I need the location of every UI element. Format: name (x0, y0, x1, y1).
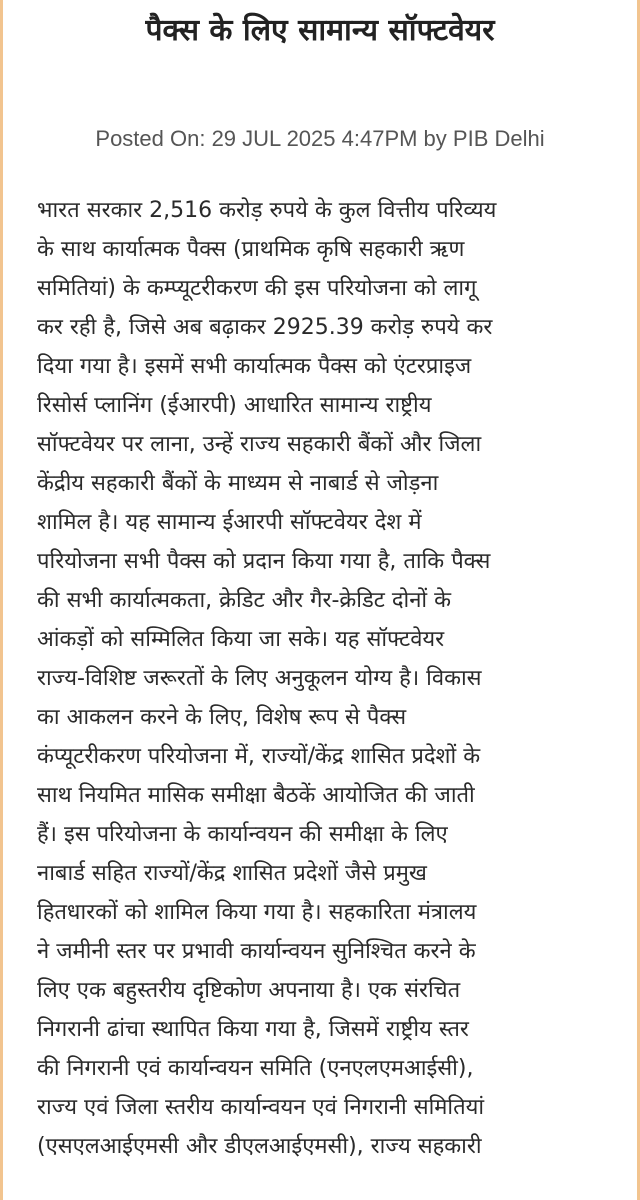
page-title: पैक्स के लिए सामान्य सॉफ्टवेयर (145, 13, 495, 48)
body-line: परियोजना सभी पैक्स को प्रदान किया गया है, ताकि पैक्स (37, 549, 491, 574)
body-line: लिए एक बहुस्तरीय दृष्टिकोण अपनाया है। एक संरचित (37, 978, 461, 1003)
body-line: राज्य एवं जिला स्तरीय कार्यान्वयन एवं निगरानी समितियां (37, 1095, 485, 1120)
body-line: नाबार्ड सहित राज्यों/केंद्र शासित प्रदेशों जैसे प्रमुख (37, 861, 427, 886)
body-line: कंप्यूटरीकरण परियोजना में, राज्यों/केंद्र शासित प्रदेशों के (37, 744, 481, 769)
body-line: की सभी कार्यात्मकता, क्रेडिट और गैर-क्रेडिट दोनों के (37, 588, 452, 613)
body-line: के साथ कार्यात्मक पैक्स (प्राथमिक कृषि सहकारी ऋण (37, 237, 465, 262)
body-line: का आकलन करने के लिए, विशेष रूप से पैक्स (37, 705, 407, 730)
body-line: हितधारकों को शामिल किया गया है। सहकारिता मंत्रालय (37, 900, 477, 925)
article-body (37, 191, 605, 1166)
page-border-left (0, 0, 3, 1200)
body-line: हैं। इस परियोजना के कार्यान्वयन की समीक्षा के लिए (37, 822, 448, 847)
body-line: कर रही है, जिसे अब बढ़ाकर 2925.39 करोड़ रुपये कर (37, 315, 493, 340)
posted-date: Posted On: 29 JUL 2025 4:47PM by PIB Delhi (95, 126, 545, 151)
body-line: भारत सरकार 2,516 करोड़ रुपये के कुल वित्तीय परिव्यय (37, 198, 497, 223)
body-line: रिसोर्स प्लानिंग (ईआरपी) आधारित सामान्य राष्ट्रीय (37, 393, 432, 418)
body-line: दिया गया है। इसमें सभी कार्यात्मक पैक्स को एंटरप्राइज (37, 354, 472, 379)
body-line: सॉफ्टवेयर पर लाना, उन्हें राज्य सहकारी बैंकों और जिला (37, 432, 482, 457)
body-line: शामिल है। यह सामान्य ईआरपी सॉफ्टवेयर देश में (37, 510, 422, 535)
body-line: निगरानी ढांचा स्थापित किया गया है, जिसमें राष्ट्रीय स्तर (37, 1017, 469, 1042)
body-line: (एसएलआईएमसी और डीएलआईएमसी), राज्य सहकारी (37, 1134, 482, 1159)
body-line: साथ नियमित मासिक समीक्षा बैठकें आयोजित की जाती (37, 783, 475, 808)
body-line: ने जमीनी स्तर पर प्रभावी कार्यान्वयन सुनिश्चित करने के (37, 939, 476, 964)
body-line: राज्य-विशिष्ट जरूरतों के लिए अनुकूलन योग्य है। विकास (37, 666, 482, 691)
body-line: केंद्रीय सहकारी बैंकों के माध्यम से नाबार्ड से जोड़ना (37, 471, 439, 496)
body-line: समितियां) के कम्प्यूटरीकरण की इस परियोजना को लागू (37, 276, 477, 301)
body-line: की निगरानी एवं कार्यान्वयन समिति (एनएलएमआईसी), (37, 1056, 474, 1081)
body-line: आंकड़ों को सम्मिलित किया जा सके। यह सॉफ्टवेयर (37, 627, 445, 652)
